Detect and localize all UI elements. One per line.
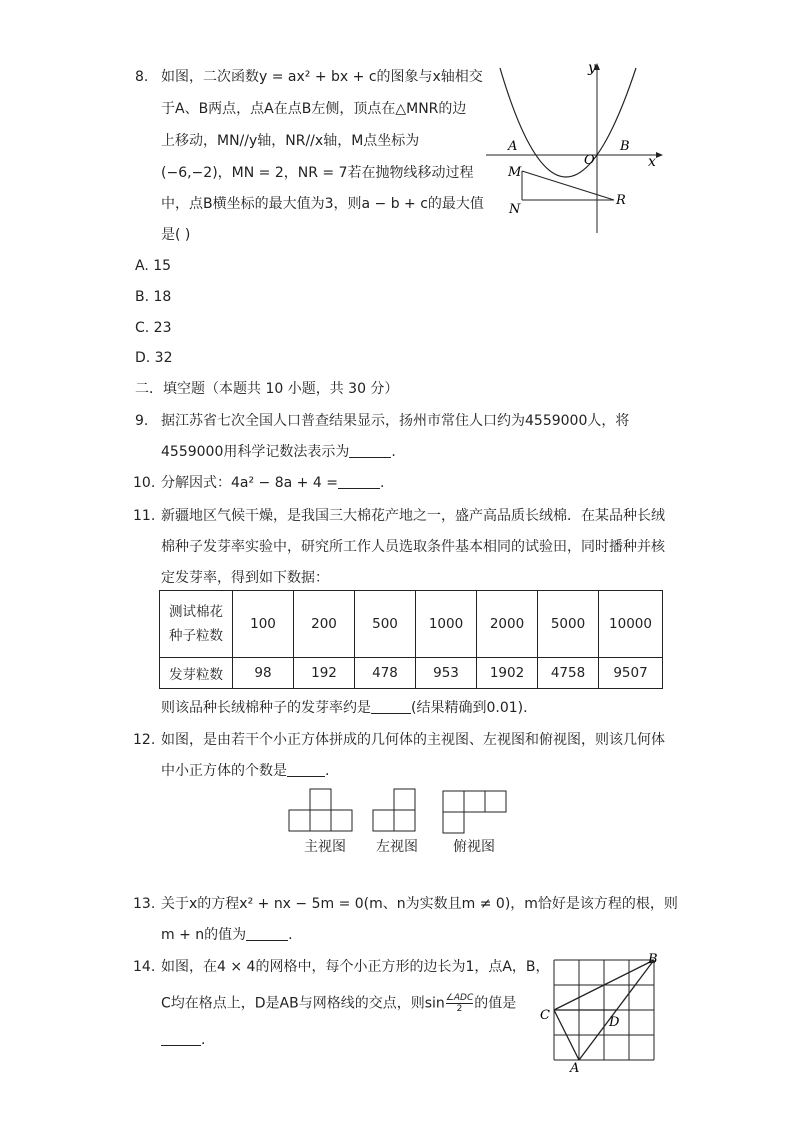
q9-line-1: 据江苏省七次全国人口普查结果显示，扬州市常住人口约为4559000人，将: [161, 413, 630, 429]
view-cell: [443, 812, 464, 833]
q8-option-b: B. 18: [135, 289, 172, 305]
q8-line-3: 上移动，MN//y轴，NR//x轴，M点坐标为: [161, 133, 420, 149]
q13-number: 13.: [133, 896, 156, 912]
q10-line: [161, 474, 384, 492]
view-cell: [289, 810, 310, 831]
fraction-denominator: 2: [456, 1004, 463, 1014]
q14-answer-blank[interactable]: [161, 1031, 201, 1046]
section-2-title: 二．填空题（本题共 10 小题，共 30 分）: [135, 381, 399, 397]
q13-line-2: [161, 926, 293, 944]
q9-number: 9.: [135, 413, 149, 429]
table-cell: 953: [416, 658, 477, 689]
q14-line-3: [161, 1031, 205, 1049]
top-view: [443, 791, 506, 833]
table-header-germinated: 发芽粒数: [160, 658, 233, 689]
q8-number: 8.: [135, 69, 149, 85]
q8-line-4: (−6,−2)，MN = 2，NR = 7若在抛物线移动过程: [161, 165, 474, 181]
table-cell: 1000: [416, 591, 477, 658]
origin-label: O: [584, 153, 595, 168]
q9-line-2: [161, 443, 396, 461]
table-cell: 98: [233, 658, 294, 689]
grid-point-c-label: C: [540, 1008, 550, 1023]
q9-line-2-text: 4559000用科学记数法表示为: [161, 444, 350, 460]
table-cell: 1902: [477, 658, 538, 689]
q13-answer-blank[interactable]: [246, 926, 288, 941]
left-view-label: 左视图: [376, 839, 418, 855]
table-cell: 500: [355, 591, 416, 658]
q14-line-2-tail: 的值是: [474, 995, 517, 1012]
point-a-label: A: [508, 139, 518, 154]
x-label: x: [648, 154, 656, 170]
point-b-label: B: [620, 139, 630, 154]
view-cell: [394, 810, 415, 831]
q14-line-2: [161, 993, 516, 1014]
table-cell: 200: [294, 591, 355, 658]
q12-answer-blank[interactable]: [287, 762, 325, 777]
q14-end: .: [201, 1032, 206, 1048]
q11-after-table: [161, 699, 528, 717]
segment-mr: [522, 171, 614, 200]
table-cell: 2000: [477, 591, 538, 658]
q8-option-c: C. 23: [135, 320, 172, 336]
q10-text: 分解因式：4a² − 8a + 4 =: [161, 475, 338, 491]
table-row: [160, 591, 663, 658]
q14-number: 14.: [133, 959, 156, 975]
fraction-numerator: ∠ADC: [445, 993, 474, 1003]
q8-line-5: 中，点B横坐标的最大值为3，则a − b + c的最大值: [161, 196, 484, 212]
table-row: [160, 658, 663, 689]
q14-line-2-text: C均在格点上，D是AB与网格线的交点，则sin: [161, 995, 445, 1012]
q14-line-1: 如图，在4 × 4的网格中，每个小正方形的边长为1，点A，B，: [161, 959, 550, 975]
view-cell: [443, 791, 464, 812]
parabola-curve: [500, 68, 636, 177]
q11-line-2: 棉种子发芽率实验中，研究所工作人员选取条件基本相同的试验田，同时播种并核: [161, 539, 665, 555]
q9-answer-blank[interactable]: [349, 443, 391, 458]
view-cell: [464, 791, 485, 812]
grid-point-a-label: A: [570, 1061, 580, 1074]
x-axis-arrow: [656, 152, 663, 158]
y-label: y: [588, 60, 596, 76]
table-cell: 5000: [538, 591, 599, 658]
view-cell: [310, 789, 331, 810]
front-view-label: 主视图: [304, 839, 346, 855]
q8-option-a: A. 15: [135, 258, 172, 274]
half-angle-fraction: [446, 993, 473, 1014]
q14-grid-figure: [536, 950, 666, 1074]
q11-line-3: 定发芽率，得到如下数据：: [161, 570, 329, 586]
point-r-label: R: [616, 193, 626, 208]
grid-point-b-label: B: [648, 952, 658, 967]
grid-point-d-label: D: [609, 1015, 620, 1030]
q11-answer-blank[interactable]: [371, 699, 411, 714]
q8-line-2: 于A、B两点，点A在点B左侧，顶点在△MNR的边: [161, 101, 467, 117]
q8-line-1: 如图，二次函数y = ax² + bx + c的图象与x轴相交: [161, 69, 483, 85]
q11-after-text: 则该品种长绒棉种子的发芽率约是: [161, 700, 371, 716]
table-cell: 10000: [599, 591, 663, 658]
view-cell: [394, 789, 415, 810]
q12-line-2-text: 中小正方体的个数是: [161, 763, 287, 779]
table-cell: 100: [233, 591, 294, 658]
q11-line-1: 新疆地区气候干燥，是我国三大棉花产地之一，盛产高品质长绒棉．在某品种长绒: [161, 508, 665, 524]
q11-precision-note: (结果精确到0.01).: [411, 700, 528, 716]
view-cell: [485, 791, 506, 812]
q13-line-2-text: m + n的值为: [161, 927, 247, 943]
q13-end: .: [288, 927, 293, 943]
q12-three-views: [286, 788, 510, 834]
q10-answer-blank[interactable]: [338, 474, 380, 489]
q8-option-d: D. 32: [135, 350, 173, 366]
table-cell: 478: [355, 658, 416, 689]
q10-number: 10.: [133, 475, 156, 491]
front-view: [289, 789, 352, 831]
q12-number: 12.: [133, 732, 156, 748]
q12-line-2: [161, 762, 329, 780]
view-cell: [310, 810, 331, 831]
table-header-seeds-line-2: 种子粒数: [169, 628, 223, 644]
q9-end: .: [391, 444, 396, 460]
table-cell: 192: [294, 658, 355, 689]
point-m-label: M: [508, 165, 522, 180]
point-n-label: N: [509, 202, 521, 217]
view-cell: [373, 810, 394, 831]
q10-end: .: [379, 475, 385, 491]
table-header-seeds: [160, 591, 233, 658]
view-cell: [331, 810, 352, 831]
left-view: [373, 789, 415, 831]
top-view-label: 俯视图: [453, 839, 495, 855]
q13-line-1: 关于x的方程x² + nx − 5m = 0(m、n为实数且m ≠ 0)，m恰好是该方程的根，则: [161, 896, 678, 912]
q11-number: 11.: [133, 508, 156, 524]
seed-germination-table: [159, 590, 663, 689]
q8-line-6: 是( ): [161, 227, 191, 243]
table-cell: 4758: [538, 658, 599, 689]
q12-end: .: [325, 763, 330, 779]
table-cell: 9507: [599, 658, 663, 689]
q8-parabola-graph: [480, 58, 670, 238]
q12-line-1: 如图，是由若干个小正方体拼成的几何体的主视图、左视图和俯视图，则该几何体: [161, 732, 665, 748]
table-header-seeds-line-1: 测试棉花: [169, 604, 223, 620]
